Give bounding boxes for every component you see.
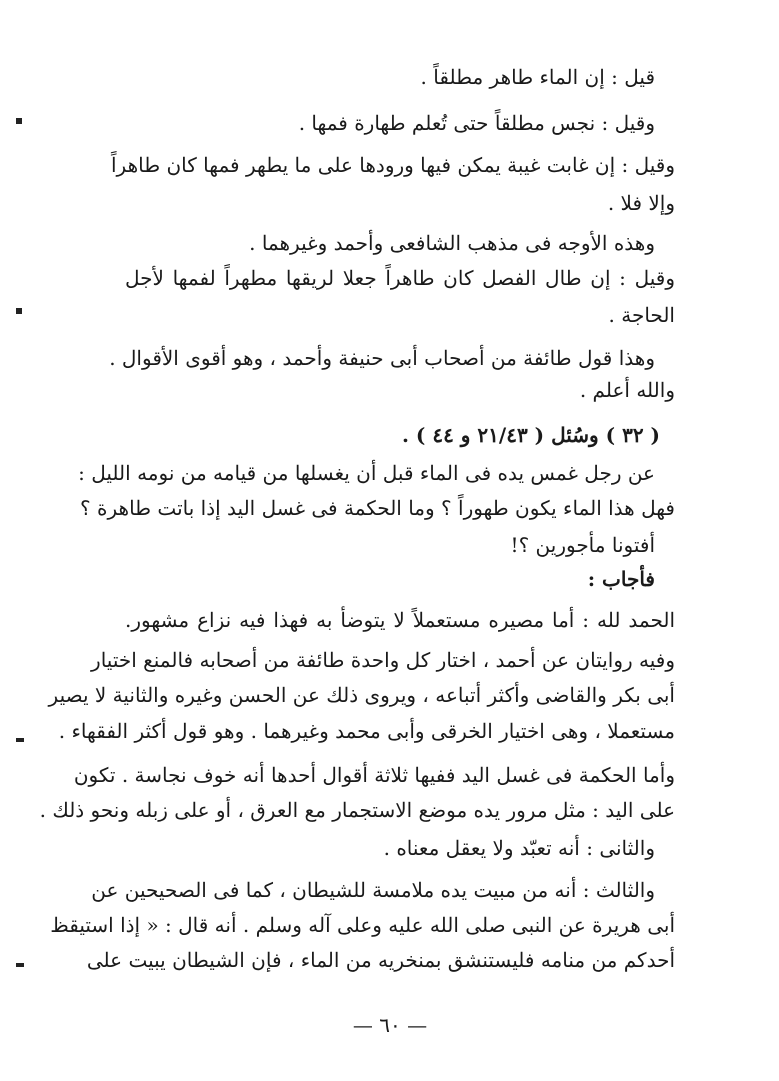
section-heading: ( ٣٢ ) وسُئل ( ٢١/٤٣ و ٤٤ ) . [401, 423, 660, 447]
text-line: وهذا قول طائفة من أصحاب أبى حنيفة وأحمد ، وهو أقوى الأقوال . [109, 346, 655, 370]
text-line: وقيل : نجس مطلقاً حتى تُعلم طهارة فمها . [298, 111, 655, 135]
text-line: والله أعلم . [579, 378, 675, 402]
text-line: أفتونا مأجورين ؟! [510, 533, 655, 557]
margin-mark [16, 118, 22, 124]
text-line: الحاجة . [608, 303, 675, 327]
text-line: وفيه روايتان عن أحمد ، اختار كل واحدة طائفة من أصحابه فالمنع اختيار [91, 648, 675, 672]
margin-mark [16, 738, 24, 742]
text-line: على اليد : مثل مرور يده موضع الاستجمار مع العرق ، أو على زبله ونحو ذلك . [39, 798, 675, 822]
text-line: أحدكم من منامه فليستنشق بمنخريه من الماء ، فإن الشيطان يبيت على [86, 948, 675, 972]
text-line: والثانى : أنه تعبّد ولا يعقل معناه . [383, 836, 655, 860]
text-line: وأما الحكمة فى غسل اليد ففيها ثلاثة أقوال أحدها أنه خوف نجاسة . تكون [73, 763, 675, 787]
text-line: والثالث : أنه من مبيت يده ملامسة للشيطان ، كما فى الصحيحين عن [91, 878, 655, 902]
text-line: أبى بكر والقاضى وأكثر أتباعه ، ويروى ذلك عن الحسن وغيره والثانية لا يصير [48, 683, 675, 707]
text-line: فهل هذا الماء يكون طهوراً ؟ وما الحكمة فى غسل اليد إذا باتت طاهرة ؟ [80, 496, 675, 520]
text-line: وقيل : إن غابت غيبة يمكن فيها ورودها على ما يطهر فمها كان طاهراً [110, 153, 675, 177]
text-line: وهذه الأوجه فى مذهب الشافعى وأحمد وغيرهما . [249, 231, 655, 255]
margin-mark [16, 963, 24, 967]
text-line: وقيل : إن طال الفصل كان طاهراً جعلا لريقها مطهراً لفمها لأجل [125, 266, 675, 290]
text-line: قيل : إن الماء طاهر مطلقاً . [420, 65, 655, 89]
text-line: عن رجل غمس يده فى الماء قبل أن يغسلها من قيامه من نومه الليل : [78, 461, 655, 485]
answer-heading: فأجاب : [587, 567, 655, 591]
text-line: وإلا فلا . [607, 191, 675, 215]
page-number: — ٦٠ — [352, 1013, 428, 1037]
margin-mark [16, 308, 22, 314]
text-line: مستعملا ، وهى اختيار الخرقى وأبى محمد وغيرهما . وهو قول أكثر الفقهاء . [58, 719, 675, 743]
text-line: الحمد لله : أما مصيره مستعملاً لا يتوضأ به فهذا فيه نزاع مشهور. [125, 608, 675, 632]
text-line: أبى هريرة عن النبى صلى الله عليه وعلى آله وسلم . أنه قال : « إذا استيقظ [50, 913, 675, 937]
